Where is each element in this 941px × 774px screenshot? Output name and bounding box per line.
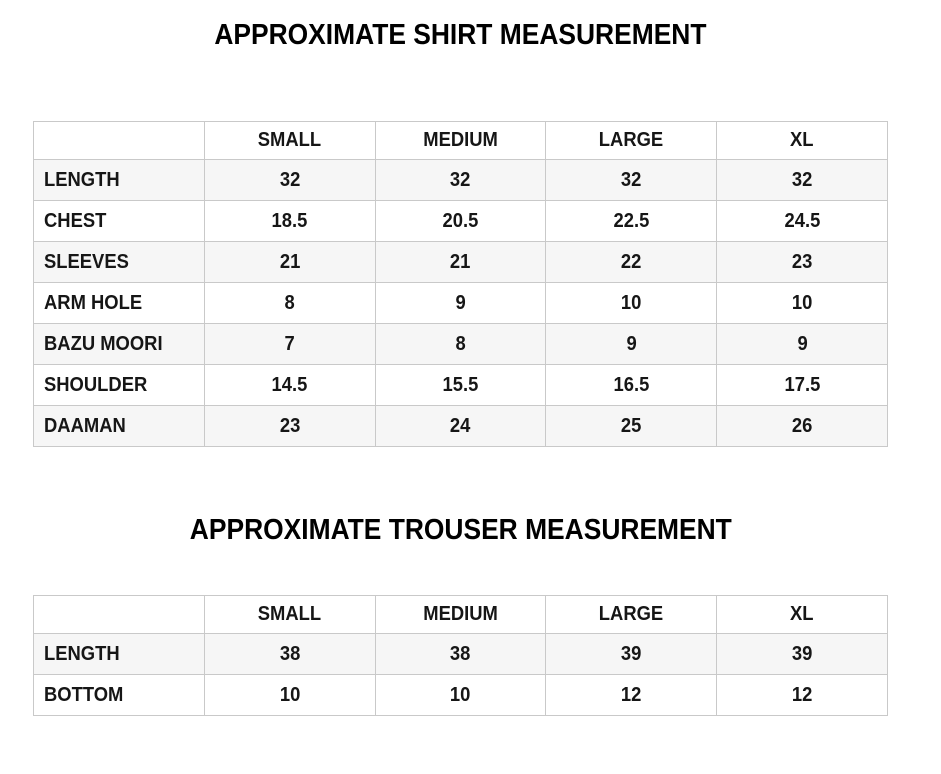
value-cell	[204, 324, 375, 365]
row-label: BAZU MOORI	[44, 332, 163, 355]
measurement-value: 15.5	[442, 373, 479, 396]
row-label: DAAMAN	[44, 414, 126, 437]
shirt-measurement-title-text: APPROXIMATE SHIRT MEASUREMENT	[214, 19, 707, 51]
size-column-header	[204, 122, 375, 160]
value-cell	[204, 201, 375, 242]
measurement-value: 9	[455, 291, 466, 314]
value-cell	[375, 324, 546, 365]
measurement-row	[34, 324, 888, 365]
value-cell	[375, 283, 546, 324]
corner-cell	[34, 122, 205, 160]
measurement-row	[34, 675, 888, 716]
value-cell	[546, 675, 717, 716]
value-cell	[204, 675, 375, 716]
value-cell	[375, 201, 546, 242]
measurement-row	[34, 242, 888, 283]
value-cell	[204, 283, 375, 324]
measurement-value: 8	[284, 291, 295, 314]
row-label-cell	[34, 283, 205, 324]
header-label: SMALL	[258, 129, 322, 151]
row-label: SHOULDER	[44, 373, 148, 396]
table-header-row	[34, 122, 888, 160]
measurement-value: 10	[279, 683, 300, 706]
measurement-value: 12	[791, 683, 813, 706]
measurement-row	[34, 283, 888, 324]
measurement-value: 12	[621, 683, 642, 706]
value-cell	[546, 201, 717, 242]
header-label: SMALL	[258, 603, 322, 625]
value-cell	[717, 201, 888, 242]
value-cell	[375, 406, 546, 447]
value-cell	[375, 675, 546, 716]
measurement-value: 38	[279, 642, 300, 665]
row-label-cell	[34, 242, 205, 283]
measurement-value: 22	[621, 250, 642, 273]
value-cell	[204, 406, 375, 447]
value-cell	[546, 634, 717, 675]
header-label: XL	[790, 129, 814, 151]
size-column-header	[204, 596, 375, 634]
row-label: LENGTH	[44, 168, 120, 191]
row-label: SLEEVES	[44, 250, 129, 273]
row-label: ARM HOLE	[44, 291, 143, 314]
corner-cell	[34, 596, 205, 634]
measurement-value: 16.5	[613, 373, 650, 396]
measurement-value: 7	[284, 332, 295, 355]
value-cell	[204, 242, 375, 283]
measurement-row	[34, 365, 888, 406]
row-label-cell	[34, 201, 205, 242]
value-cell	[546, 406, 717, 447]
header-label: MEDIUM	[423, 129, 498, 151]
value-cell	[717, 324, 888, 365]
header-label: LARGE	[599, 129, 664, 151]
measurement-value: 10	[621, 291, 642, 314]
value-cell	[717, 634, 888, 675]
measurement-value: 9	[796, 332, 808, 355]
measurement-value: 17.5	[784, 373, 821, 396]
value-cell	[717, 242, 888, 283]
row-label-cell	[34, 675, 205, 716]
row-label-cell	[34, 634, 205, 675]
row-label: CHEST	[44, 209, 107, 232]
value-cell	[375, 242, 546, 283]
shirt-measurement-title	[33, 21, 888, 50]
measurement-value: 21	[450, 250, 471, 273]
row-label-cell	[34, 160, 205, 201]
value-cell	[546, 160, 717, 201]
value-cell	[204, 365, 375, 406]
measurement-value: 23	[279, 414, 300, 437]
measurement-row	[34, 634, 888, 675]
value-cell	[546, 283, 717, 324]
measurement-value: 14.5	[271, 373, 308, 396]
value-cell	[717, 160, 888, 201]
size-column-header	[375, 122, 546, 160]
value-cell	[546, 324, 717, 365]
size-column-header	[546, 122, 717, 160]
trouser-measurement-title-text: APPROXIMATE TROUSER MEASUREMENT	[189, 514, 732, 546]
measurement-value: 10	[450, 683, 471, 706]
measurement-value: 26	[791, 414, 813, 437]
header-label: MEDIUM	[423, 603, 498, 625]
value-cell	[204, 160, 375, 201]
size-column-header	[717, 596, 888, 634]
measurement-value: 23	[791, 250, 813, 273]
row-label-cell	[34, 406, 205, 447]
measurement-value: 39	[791, 642, 813, 665]
measurement-value: 10	[791, 291, 813, 314]
measurement-value: 22.5	[613, 209, 650, 232]
value-cell	[717, 406, 888, 447]
value-cell	[375, 160, 546, 201]
trouser-measurement-table	[33, 595, 888, 716]
value-cell	[204, 634, 375, 675]
row-label-cell	[34, 324, 205, 365]
header-label: XL	[790, 603, 814, 625]
measurement-value: 32	[791, 168, 813, 191]
value-cell	[546, 242, 717, 283]
value-cell	[375, 634, 546, 675]
measurement-value: 24	[450, 414, 471, 437]
measurement-row	[34, 160, 888, 201]
value-cell	[717, 283, 888, 324]
measurement-value: 32	[279, 168, 300, 191]
measurement-value: 24.5	[784, 209, 821, 232]
row-label-cell	[34, 365, 205, 406]
shirt-measurement-table	[33, 121, 888, 447]
measurement-value: 25	[621, 414, 642, 437]
measurement-value: 32	[450, 168, 471, 191]
value-cell	[375, 365, 546, 406]
measurement-value: 8	[455, 332, 466, 355]
header-label: LARGE	[599, 603, 664, 625]
measurement-value: 39	[621, 642, 642, 665]
measurement-value: 18.5	[271, 209, 308, 232]
measurement-value: 20.5	[442, 209, 479, 232]
row-label: LENGTH	[44, 642, 120, 665]
measurement-row	[34, 201, 888, 242]
row-label: BOTTOM	[44, 683, 124, 706]
size-column-header	[717, 122, 888, 160]
measurement-value: 38	[450, 642, 471, 665]
value-cell	[717, 675, 888, 716]
value-cell	[717, 365, 888, 406]
measurement-value: 9	[626, 332, 637, 355]
size-column-header	[375, 596, 546, 634]
trouser-measurement-title	[33, 516, 888, 545]
size-column-header	[546, 596, 717, 634]
value-cell	[546, 365, 717, 406]
measurement-value: 32	[621, 168, 642, 191]
table-header-row	[34, 596, 888, 634]
measurement-row	[34, 406, 888, 447]
measurement-value: 21	[279, 250, 300, 273]
